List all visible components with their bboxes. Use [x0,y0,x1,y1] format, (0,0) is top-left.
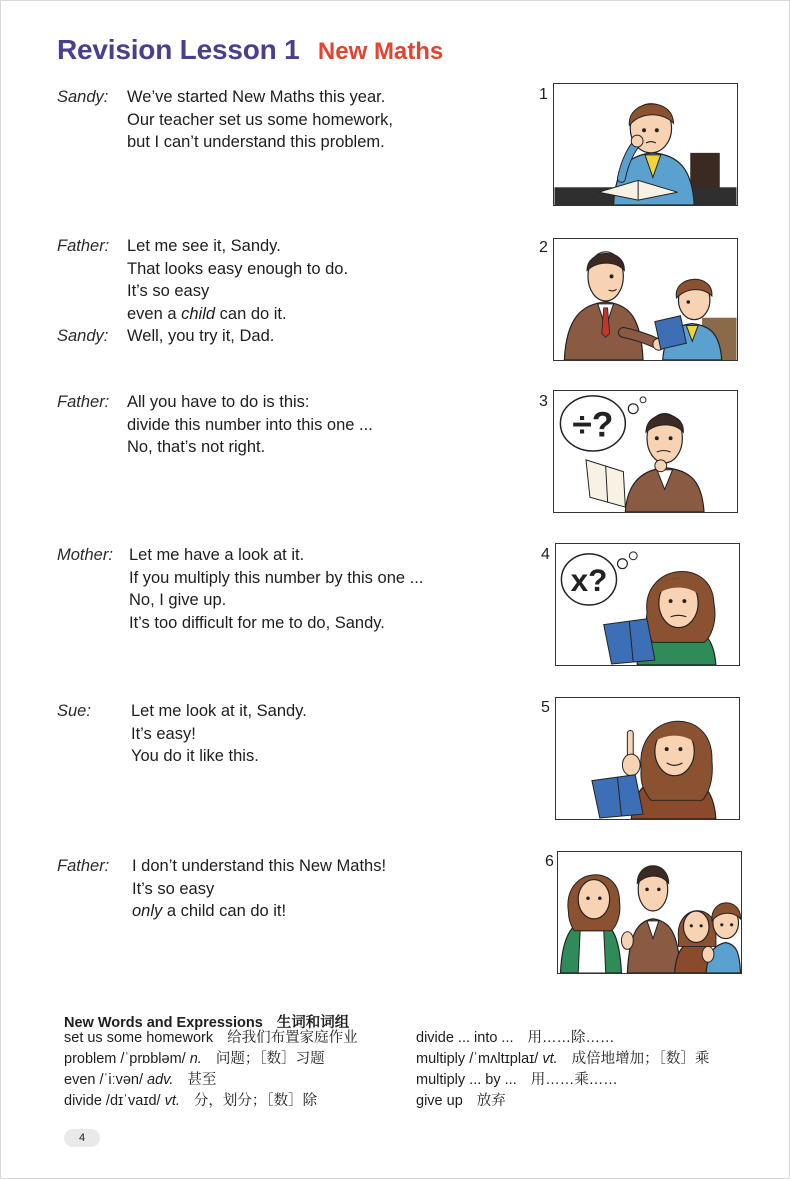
vocab-term: multiply ... by ... [416,1072,517,1088]
vocab-meaning: 成倍地增加；［数］乘 [571,1051,710,1067]
vocab-item [416,1070,709,1091]
vocab-meaning: 分，划分；［数］除 [193,1093,318,1109]
vocab-item [416,1028,709,1049]
mother-thinking-illustration [556,544,739,665]
family-illustration [558,852,741,973]
dialogue-line: divide this number into this one ... [127,415,373,434]
vocab-term: divide [64,1093,102,1109]
dialogue-block-6 [57,855,386,923]
dialogue-line: It’s easy! [131,724,196,743]
father-thinking-illustration [554,391,737,512]
vocab-item [64,1091,358,1112]
dialogue-block-4 [57,544,423,634]
vocab-pronunciation: /ˈiːvən/ [99,1072,143,1088]
panel-number: 1 [539,86,548,103]
father-and-boy-illustration [554,239,737,360]
dialogue-line: You do it like this. [131,747,259,765]
illustration-panel-5 [555,697,740,820]
panel-number: 5 [541,699,550,716]
vocab-item [416,1091,709,1112]
dialogue-line: It’s too difficult for me to do, Sandy. [129,613,385,632]
dialogue-line: That looks easy enough to do. [127,259,349,278]
vocab-meaning: 甚至 [187,1072,217,1088]
speaker-label: Father: [57,857,110,875]
lesson-subtitle: New Maths [317,38,444,65]
speaker-label: Sue: [57,702,91,720]
page-number: 4 [64,1129,100,1147]
sue-explaining-illustration [556,698,739,819]
text-run: even a [127,304,182,323]
vocab-meaning: 放弃 [476,1093,506,1109]
illustration-panel-2 [553,238,738,361]
illustration-panel-1 [553,83,738,206]
vocab-part-of-speech: vt. [164,1093,180,1109]
vocab-meaning: 问题；［数］习题 [215,1051,325,1067]
dialogue-block-2 [57,235,348,348]
vocab-meaning: 给我们布置家庭作业 [227,1030,358,1046]
vocab-item [64,1028,358,1049]
lesson-title: Revision Lesson 1 [57,34,300,65]
vocab-item [64,1070,358,1091]
dialogue-line [127,303,348,326]
dialogue-line: All you have to do is this: [127,393,310,411]
vocab-meaning: 用……乘…… [530,1072,618,1088]
text-run: a child can do it! [162,902,287,920]
dialogue-line: Our teacher set us some homework, [127,110,393,129]
vocabulary-heading-zh: 生词和词组 [276,1015,350,1031]
vocabulary-list-right [416,1028,709,1112]
dialogue-line: Let me see it, Sandy. [127,237,281,255]
illustration-panel-4 [555,543,740,666]
speaker-label: Mother: [57,546,113,564]
vocab-term: give up [416,1093,463,1109]
vocab-term: problem [64,1051,117,1067]
vocab-term: set us some homework [64,1030,214,1046]
panel-number: 2 [539,239,548,256]
vocab-term: even [64,1072,96,1088]
dialogue-line: Let me have a look at it. [129,546,305,564]
dialogue-line: No, I give up. [129,591,227,609]
text-run: can do it. [215,304,287,323]
dialogue-line [132,900,386,923]
dialogue-block-1 [57,86,393,154]
dialogue-line: but I can’t understand this problem. [127,133,385,151]
emphasis-text: child [181,304,216,323]
panel-number: 6 [545,853,554,870]
dialogue-line: It’s so easy [127,282,210,300]
dialogue-line: I don’t understand this New Maths! [132,857,387,875]
speaker-label: Sandy: [57,88,109,106]
illustration-panel-6 [557,851,742,974]
dialogue-block-3 [57,391,373,459]
dialogue-line: If you multiply this number by this one ... [129,568,424,587]
vocab-meaning: 用……除…… [527,1030,615,1046]
page-title [57,34,443,66]
vocab-pronunciation: /ˈmʌltɪplaɪ/ [469,1051,539,1067]
boy-at-desk-illustration [554,84,737,205]
dialogue-line: We’ve started New Maths this year. [127,88,386,106]
dialogue-block-5 [57,700,307,768]
vocab-part-of-speech: adv. [147,1072,174,1088]
illustration-panel-3 [553,390,738,513]
speaker-label: Father: [57,393,110,411]
vocab-term: multiply [416,1051,466,1067]
vocab-item [64,1049,358,1070]
emphasis-text: only [132,902,163,920]
dialogue-line: It’s so easy [132,879,215,898]
vocabulary-list-left [64,1028,358,1112]
divide-bubble-text: ÷? [572,404,614,445]
vocab-pronunciation: /dɪˈvaɪd/ [105,1093,161,1109]
dialogue-line: No, that’s not right. [127,438,266,456]
vocab-pronunciation: /ˈprɒbləm/ [120,1051,186,1067]
vocab-part-of-speech: n. [189,1051,202,1067]
panel-number: 3 [539,393,548,410]
vocab-term: divide ... into ... [416,1030,514,1046]
multiply-bubble-text: x? [570,563,608,599]
vocab-part-of-speech: vt. [542,1051,558,1067]
panel-number: 4 [541,546,550,563]
speaker-label: Father: [57,237,110,255]
vocabulary-heading-en: New Words and Expressions [64,1015,263,1031]
dialogue-line: Let me look at it, Sandy. [131,702,307,720]
vocab-item [416,1049,709,1070]
speaker-label: Sandy: [57,327,109,345]
dialogue-line: Well, you try it, Dad. [127,327,275,345]
